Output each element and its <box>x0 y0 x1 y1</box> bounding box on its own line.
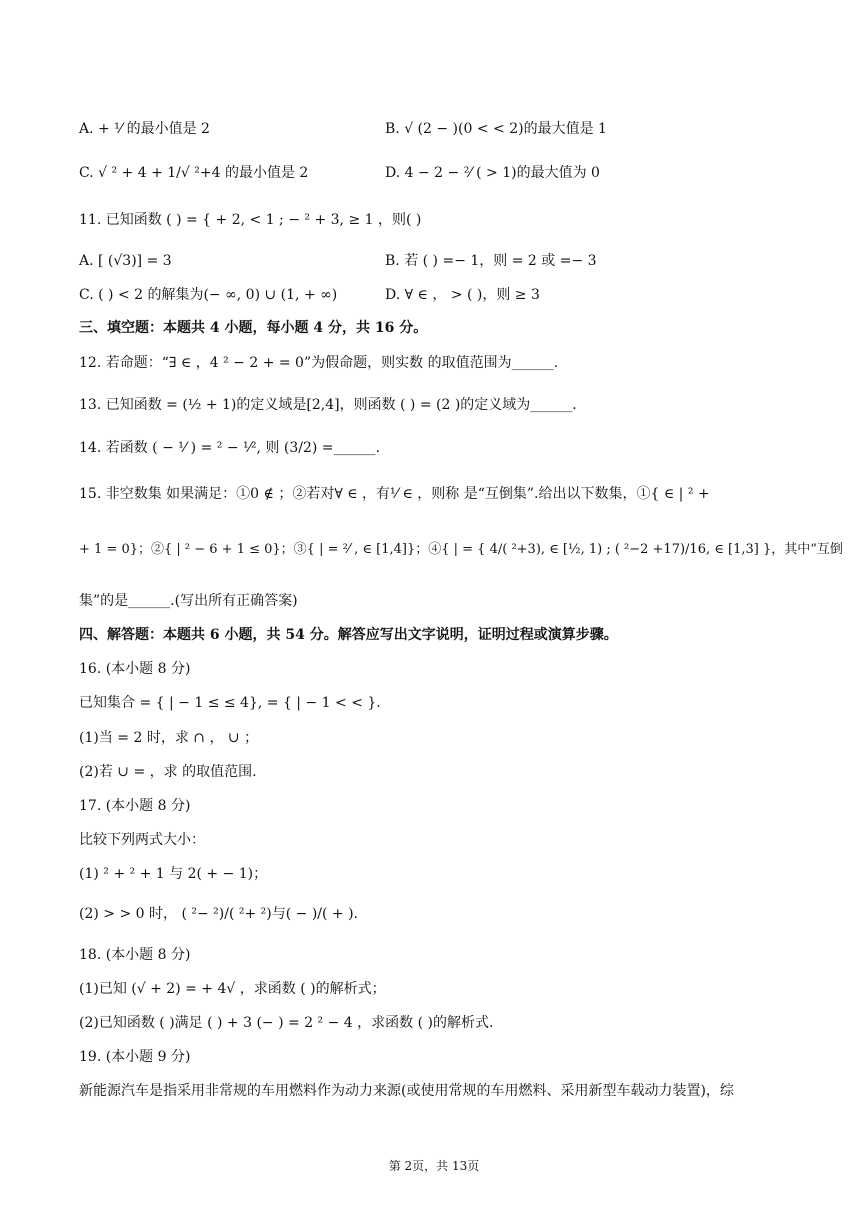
section-3-title: 三、填空题：本题共 4 小题，每小题 4 分，共 16 分。 <box>79 320 428 336</box>
option-10b: B. √ (2 − )(0 < < 2)的最大值是 1 <box>385 121 607 137</box>
question-17-line-2: (1) ² + ² + 1 与 2( + − 1)； <box>79 866 268 882</box>
question-14: 14. 若函数 ( − ¹⁄ ) = ² − ¹⁄², 则 (3/2) =______. <box>79 440 380 456</box>
question-15-line-1: 15. 非空数集 如果满足：①0 ∉ ；②若对∀ ∈ ，有¹⁄ ∈ ，则称 是“互倒集”.给出以下数集，①{ ∈ | ² + <box>79 486 710 502</box>
question-19-line-1: 新能源汽车是指采用非常规的车用燃料作为动力来源(或使用常规的车用燃料、采用新型车载动力装置)，综 <box>79 1083 734 1099</box>
question-13: 13. 已知函数 = (½ + 1)的定义域是[2,4]，则函数 ( ) = (2 )的定义域为______. <box>79 397 577 413</box>
option-10d: D. 4 − 2 − ²⁄ ( > 1)的最大值为 0 <box>385 165 600 181</box>
question-19-heading: 19. (本小题 9 分) <box>79 1049 191 1065</box>
question-15-line-3: 集”的是______.(写出所有正确答案) <box>79 593 298 609</box>
question-11-stem: 11. 已知函数 ( ) = { + 2, < 1 ; − ² + 3, ≥ 1 ，则( ) <box>79 212 422 228</box>
question-16-line-1: 已知集合 = { | − 1 ≤ ≤ 4}, = { | − 1 < < }. <box>79 695 381 711</box>
option-10a: A. + ¹⁄ 的最小值是 2 <box>79 121 210 137</box>
question-12: 12. 若命题：“∃ ∈ ，4 ² − 2 + = 0”为假命题，则实数 的取值范围为______. <box>79 355 559 371</box>
question-15-line-2: + 1 = 0}；②{ | ² − 6 + 1 ≤ 0}；③{ | = ²⁄ , ∈ [1,4]}；④{ | = { 4/( ²+3), ∈ [½, 1) ; ( ²−2 +17)/16, ∈ [1,3] }，其中“互倒 <box>79 542 843 557</box>
section-4-title: 四、解答题：本题共 6 小题，共 54 分。解答应写出文字说明，证明过程或演算步骤。 <box>79 627 618 643</box>
question-18-line-1: (1)已知 (√ + 2) = + 4√ ，求函数 ( )的解析式； <box>79 981 386 997</box>
option-10c: C. √ ² + 4 + 1/√ ²+4 的最小值是 2 <box>79 165 309 181</box>
question-17-heading: 17. (本小题 8 分) <box>79 798 191 814</box>
option-11b: B. 若 ( ) =− 1，则 = 2 或 =− 3 <box>385 253 597 269</box>
question-16-line-3: (2)若 ∪ = ，求 的取值范围. <box>79 764 257 780</box>
option-11c: C. ( ) < 2 的解集为(− ∞, 0) ∪ (1, + ∞) <box>79 287 338 303</box>
question-18-line-2: (2)已知函数 ( )满足 ( ) + 3 (− ) = 2 ² − 4 ，求函数 ( )的解析式. <box>79 1015 494 1031</box>
question-16-heading: 16. (本小题 8 分) <box>79 661 191 677</box>
page-footer: 第 2页，共 13页 <box>388 1159 480 1173</box>
question-18-heading: 18. (本小题 8 分) <box>79 947 191 963</box>
option-11d: D. ∀ ∈ ， > ( )，则 ≥ 3 <box>385 287 540 303</box>
question-17-line-1: 比较下列两式大小： <box>79 832 205 848</box>
question-16-line-2: (1)当 = 2 时，求 ∩ ， ∪ ； <box>79 730 259 746</box>
question-17-line-3: (2) > > 0 时， ( ²− ²)/( ²+ ²)与( − )/( + ). <box>79 906 359 922</box>
option-11a: A. [ (√3)] = 3 <box>79 253 172 269</box>
